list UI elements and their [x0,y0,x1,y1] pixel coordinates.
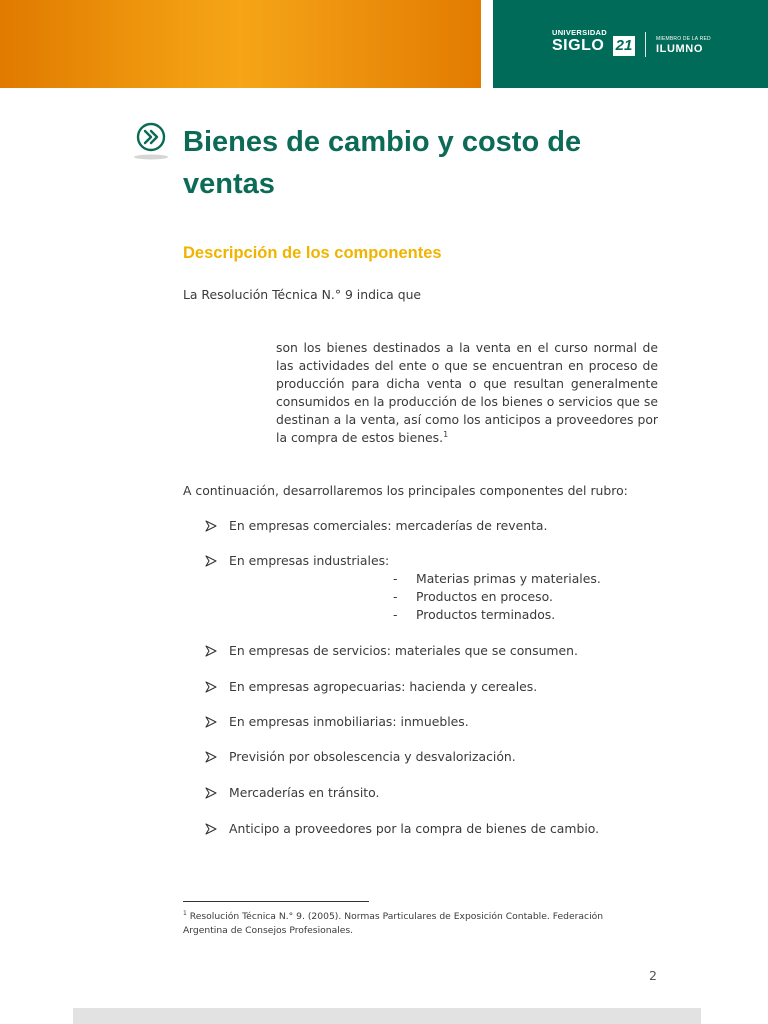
footer-bar [73,1008,701,1024]
logo-university-text: UNIVERSIDAD [552,28,607,37]
sub-list-dash: - [393,589,398,604]
list-item-text: Previsión por obsolescencia y desvalorización. [229,749,516,764]
list-item-text: Anticipo a proveedores por la compra de bienes de cambio. [229,821,600,836]
arrowhead-bullet-icon [205,751,217,763]
arrowhead-bullet-icon [205,645,217,657]
quote-block [276,339,658,447]
footnote-text: Resolución Técnica N.° 9. (2005). Normas Particulares de Exposición Contable. Federación Argentina de Consejos Profesionales. [183,911,604,937]
lead-paragraph: A continuación, desarrollaremos los principales componentes del rubro: [183,483,628,498]
logo-network-label: MIEMBRO DE LA RED [656,36,711,42]
list-item-text: En empresas industriales: [229,553,390,568]
double-chevron-circle-icon [132,122,170,160]
section-heading: Descripción de los componentes [183,244,442,262]
logo-separator [645,32,646,57]
sub-list-dash: - [393,607,398,622]
header-orange-band [0,0,481,88]
footnote-reference: 1 [443,429,449,439]
arrowhead-bullet-icon [205,823,217,835]
list-item-text: En empresas comerciales: mercaderías de reventa. [229,518,548,533]
list-item-text: En empresas agropecuarias: hacienda y cereales. [229,679,538,694]
list-item-text: Mercaderías en tránsito. [229,785,380,800]
sub-list-item-text: Materias primas y materiales. [416,571,601,586]
footnote-divider [183,901,369,902]
quote-text: son los bienes destinados a la venta en el curso normal de las actividades del ente o que se encuentran en proceso de producción para dicha venta o que resultan generalmente consumidos en la producción de los bienes o servicios que se destinan a la venta, así como los anticipos a proveedores por la compra de estos bienes. [276,340,658,445]
page-number: 2 [649,968,657,983]
sub-list-item-text: Productos terminados. [416,607,556,622]
footnote-number: 1 [183,910,187,917]
logo-network-name: ILUMNO [656,43,703,55]
logo-name-text: SIGLO [552,37,605,54]
arrowhead-bullet-icon [205,520,217,532]
arrowhead-bullet-icon [205,787,217,799]
list-item-text: En empresas de servicios: materiales que se consumen. [229,643,578,658]
arrowhead-bullet-icon [205,681,217,693]
page-title: Bienes de cambio y costo de ventas [183,126,582,200]
arrowhead-bullet-icon [205,716,217,728]
arrowhead-bullet-icon [205,555,217,567]
logo-number-badge: 21 [613,36,635,56]
footnote [183,907,623,938]
sub-list-dash: - [393,571,398,586]
sub-list-item-text: Productos en proceso. [416,589,553,604]
intro-paragraph: La Resolución Técnica N.° 9 indica que [183,287,422,302]
list-item-text: En empresas inmobiliarias: inmuebles. [229,714,469,729]
